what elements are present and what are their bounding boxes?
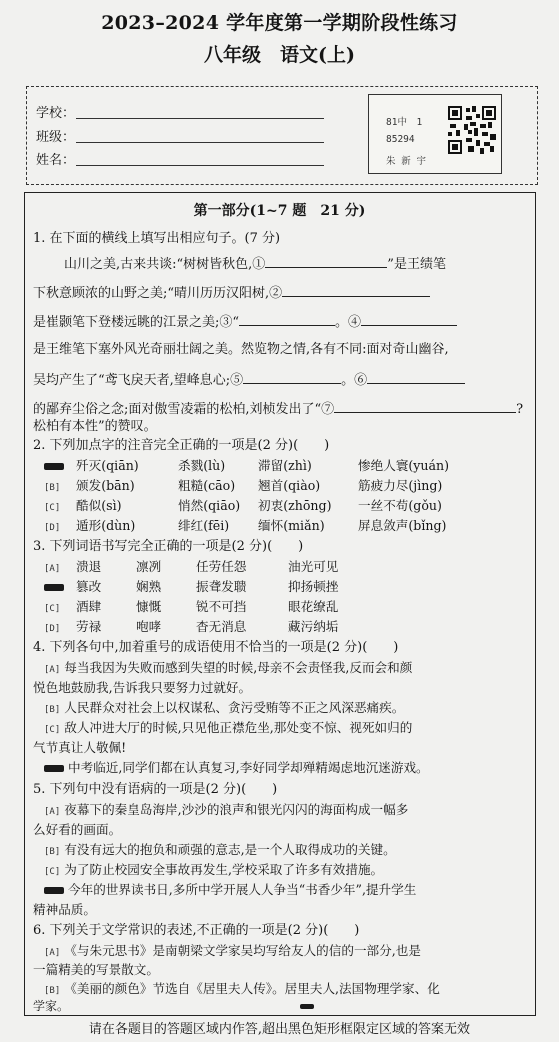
q2-c-word-3: 初衷(zhōng): [258, 498, 332, 513]
q6-option-a[interactable]: [44, 942, 421, 962]
q6-option-a-cont: 一篇精美的写景散文。: [33, 962, 159, 977]
q3-a-word-3: 任劳任怨: [196, 559, 247, 574]
q1-line-2: [33, 283, 430, 303]
q2-d-word-1: 遁形(dùn): [76, 518, 136, 533]
q2-option-d[interactable]: [44, 517, 534, 537]
filled-bubble-icon: [44, 584, 64, 591]
q1-text-5a: 吴均产生了“鸢飞戾天者,望峰息心;⑤: [33, 373, 244, 388]
q1-text-3b: 。④: [335, 315, 362, 330]
q1-text-3a: 是崔颢笔下登楼远眺的江景之美;③“: [33, 315, 240, 330]
q6-a-text: 《与朱元思书》是南朝梁文学家吴均写给友人的信的一部分,也是: [64, 943, 421, 958]
q2-d-word-4: 屏息敛声(bǐng): [358, 518, 447, 533]
q1-text-6b: ?: [516, 402, 524, 417]
section-title: 第一部分(1~7 题 21 分): [193, 203, 366, 219]
q1-line-4: 是王维笔下塞外风光奇丽壮阔之美。然览物之情,各有不同:面对奇山幽谷,: [33, 342, 449, 357]
q3-d-word-1: 劳禄: [76, 619, 102, 634]
q3-option-b[interactable]: [44, 578, 534, 596]
q1-blank-1[interactable]: [265, 254, 387, 268]
qr-code-icon: [448, 106, 496, 154]
q1-text-1b: ”是王绩笔: [387, 257, 446, 272]
q5-a-text: 夜幕下的秦皇岛海岸,沙沙的浪声和银光闪闪的海面构成一幅多: [64, 802, 409, 817]
q6-b-label: [B]: [44, 986, 61, 996]
q3-c-word-4: 眼花缭乱: [288, 599, 339, 614]
q3-stem: 3. 下列词语书写完全正确的一项是(2 分)( ): [33, 539, 304, 554]
q2-c-label: [C]: [44, 503, 61, 513]
q5-c-text: 为了防止校园安全事故再发生,学校采取了许多有效措施。: [64, 862, 384, 877]
code-line-2: 85294: [386, 134, 415, 145]
q1-text-2a: 下秋意顾浓的山野之美;“晴川历历汉阳树,②: [33, 286, 283, 301]
q3-d-label: [D]: [44, 624, 61, 634]
q4-option-b[interactable]: [44, 699, 404, 719]
q4-option-c[interactable]: [44, 719, 412, 739]
q3-a-word-2: 凛冽: [136, 559, 162, 574]
q1-line-6: [33, 399, 523, 419]
q6-option-c[interactable]: [300, 999, 314, 1013]
q2-a-word-1: 歼灭(qiān): [76, 458, 139, 473]
q5-a-label: [A]: [44, 807, 61, 817]
q5-b-text: 有没有远大的抱负和顽强的意志,是一个人取得成功的关键。: [64, 842, 396, 857]
q2-option-a[interactable]: [44, 457, 534, 475]
q1-blank-6[interactable]: [367, 370, 465, 384]
q5-stem: 5. 下列句中没有语病的一项是(2 分)( ): [33, 782, 278, 797]
q1-line-5: [33, 370, 465, 390]
q3-c-word-1: 酒肆: [76, 599, 102, 614]
q3-option-a[interactable]: [44, 558, 534, 578]
name-label: 姓名：: [36, 153, 76, 168]
q3-c-word-3: 锐不可挡: [196, 599, 247, 614]
q4-option-d[interactable]: [44, 759, 429, 777]
q5-d-text: 今年的世界读书日,多所中学开展人人争当“书香少年”,提升学生: [68, 882, 417, 897]
q3-b-word-4: 抑扬顿挫: [288, 579, 339, 594]
filled-bubble-icon: [44, 765, 64, 772]
q1-stem: 1. 在下面的横线上填写出相应句子。(7 分): [33, 231, 281, 246]
q2-b-label: [B]: [44, 483, 61, 493]
q1-text-6a: 的鄙弃尘俗之念;面对傲雪凌霜的松柏,刘桢发出了“⑦: [33, 402, 335, 417]
q4-b-label: [B]: [44, 705, 61, 715]
q1-blank-5[interactable]: [243, 370, 341, 384]
q2-option-b[interactable]: [44, 477, 534, 497]
q6-b-text: 《美丽的颜色》节选自《居里夫人传》。居里夫人,法国物理学家、化: [64, 981, 440, 996]
q2-b-word-4: 筋疲力尽(jìng): [358, 478, 443, 493]
q6-option-b-cont: 学家。: [33, 999, 70, 1013]
q6-option-b[interactable]: [44, 980, 440, 1000]
q3-c-label: [C]: [44, 604, 61, 614]
q3-d-word-3: 杳无消息: [196, 619, 247, 634]
code-line-1: 81中 1: [386, 117, 423, 128]
name-field[interactable]: [76, 165, 324, 166]
q6-a-label: [A]: [44, 948, 61, 958]
q1-text-1a: 山川之美,古来共谈:“树树皆秋色,①: [64, 257, 266, 272]
q2-c-word-1: 酷似(sì): [76, 498, 122, 513]
q1-line-1: [64, 254, 446, 274]
filled-bubble-icon: [300, 1004, 314, 1009]
q2-d-label: [D]: [44, 523, 61, 533]
q2-c-word-2: 悄然(qiāo): [178, 498, 241, 513]
code-line-3: 朱 新 宇: [386, 156, 426, 167]
q2-b-word-3: 翘首(qiào): [258, 478, 321, 493]
q5-option-a-cont: 么好看的画面。: [33, 822, 122, 837]
q3-b-word-3: 振聋发聩: [196, 579, 247, 594]
q5-option-a[interactable]: [44, 801, 408, 821]
q5-option-b[interactable]: [44, 841, 396, 861]
q1-blank-7[interactable]: [334, 399, 516, 413]
q4-c-text: 敌人冲进大厅的时候,只见他正襟危坐,那处变不惊、视死如归的: [64, 720, 413, 735]
exam-title: 2023–2024 学年度第一学期阶段性练习: [101, 12, 458, 34]
q5-option-d[interactable]: [44, 881, 416, 899]
class-field[interactable]: [76, 142, 324, 143]
q3-b-word-2: 娴熟: [136, 579, 162, 594]
q4-d-text: 中考临近,同学们都在认真复习,李好同学却殚精竭虑地沉迷游戏。: [68, 760, 429, 775]
q2-a-word-2: 杀戮(lù): [178, 458, 226, 473]
q3-d-word-2: 咆哮: [136, 619, 162, 634]
filled-bubble-icon: [44, 463, 64, 470]
q1-blank-4[interactable]: [361, 312, 457, 326]
q4-b-text: 人民群众对社会上以权谋私、贪污受贿等不正之风深恶痛疾。: [64, 700, 405, 715]
q4-option-a[interactable]: [44, 659, 412, 679]
school-label: 学校：: [36, 106, 76, 121]
q2-b-word-1: 颁发(bān): [76, 478, 135, 493]
q4-option-c-cont: 气节真让人敬佩!: [33, 740, 127, 755]
q2-a-word-3: 滞留(zhì): [258, 458, 312, 473]
q6-stem: 6. 下列关于文学常识的表述,不正确的一项是(2 分)( ): [33, 923, 360, 938]
q2-b-word-2: 粗糙(cāo): [178, 478, 236, 493]
q3-option-d[interactable]: [44, 618, 534, 638]
q3-b-word-1: 篡改: [76, 579, 102, 594]
q2-stem: 2. 下列加点字的注音完全正确的一项是(2 分)( ): [33, 438, 330, 453]
q2-option-c[interactable]: [44, 497, 534, 517]
q5-b-label: [B]: [44, 847, 61, 857]
q4-c-label: [C]: [44, 725, 61, 735]
q2-d-word-2: 绯红(fēi): [178, 518, 230, 533]
q1-text-5b: 。⑥: [341, 373, 368, 388]
q1-line-3: [33, 312, 457, 332]
filled-bubble-icon: [44, 887, 64, 894]
q2-c-word-4: 一丝不苟(gǒu): [358, 498, 442, 513]
class-label: 班级：: [36, 130, 76, 145]
q3-option-c[interactable]: [44, 598, 534, 618]
q5-c-label: [C]: [44, 867, 61, 877]
q1-blank-2[interactable]: [282, 283, 430, 297]
q3-a-word-1: 溃退: [76, 559, 102, 574]
q1-blank-3[interactable]: [239, 312, 335, 326]
q4-option-a-cont: 悦色地鼓励我,告诉我只要努力过就好。: [33, 680, 252, 695]
q4-a-label: [A]: [44, 665, 61, 675]
q3-d-word-4: 藏污纳垢: [288, 619, 339, 634]
q3-c-word-2: 慷慨: [136, 599, 162, 614]
q1-line-7: 松柏有本性”的赞叹。: [33, 419, 157, 434]
school-field[interactable]: [76, 118, 324, 119]
q4-a-text: 每当我因为失败而感到失望的时候,母亲不会责怪我,反而会和颜: [64, 660, 413, 675]
q3-a-label: [A]: [44, 564, 61, 574]
q3-a-word-4: 油光可见: [288, 559, 339, 574]
q4-stem: 4. 下列各句中,加着重号的成语使用不恰当的一项是(2 分)( ): [33, 640, 399, 655]
q2-d-word-3: 缅怀(miǎn): [258, 518, 325, 533]
q5-option-d-cont: 精神品质。: [33, 902, 96, 917]
exam-subtitle: 八年级 语文(上): [204, 44, 355, 66]
q2-a-word-4: 惨绝人寰(yuán): [358, 458, 450, 473]
q5-option-c[interactable]: [44, 861, 383, 881]
footer-note: 请在各题目的答题区域内作答,超出黑色矩形框限定区域的答案无效: [88, 1022, 471, 1037]
